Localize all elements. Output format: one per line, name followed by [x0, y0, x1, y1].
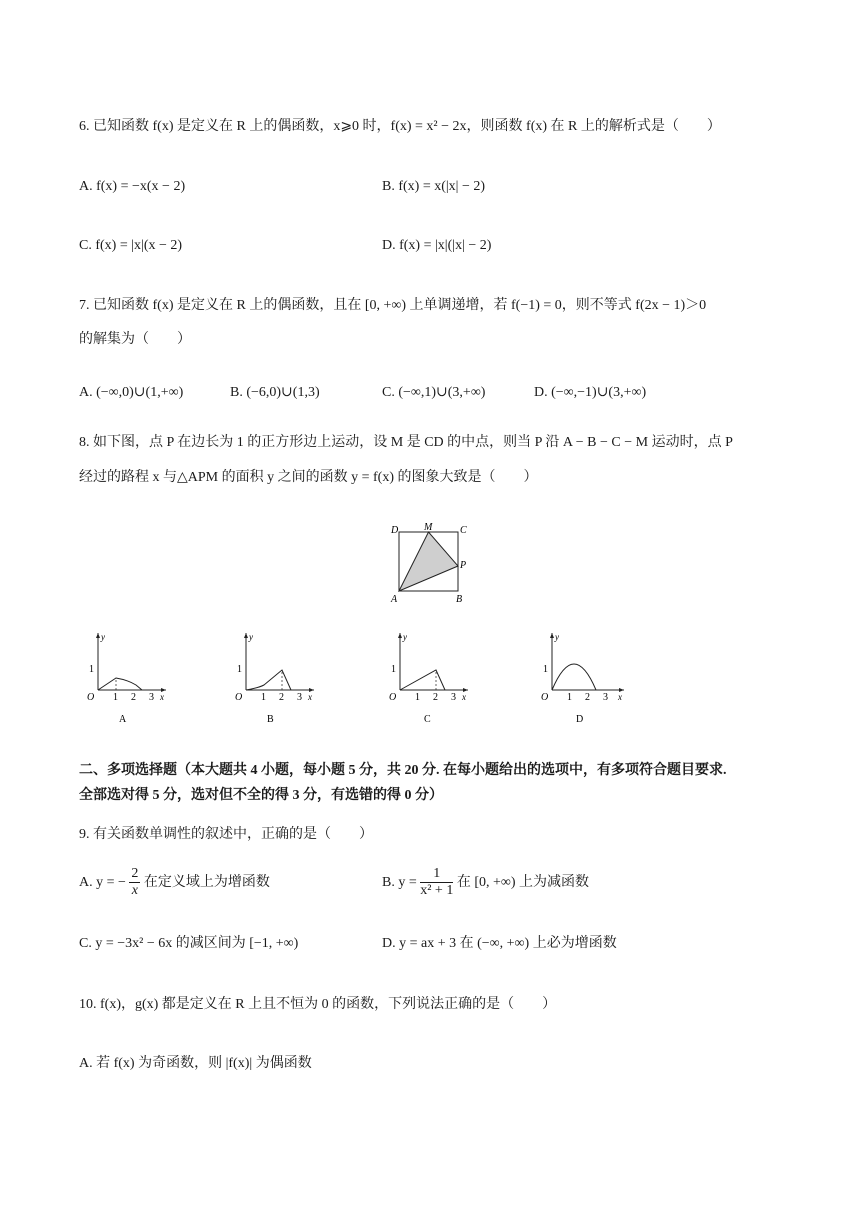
q8-stem-line2: 经过的路程 x 与△APM 的面积 y 之间的函数 y = f(x) 的图象大致是（ ）	[79, 470, 538, 485]
q9-stem: 9. 有关函数单调性的叙述中，正确的是（ ）	[79, 827, 373, 842]
q6-stem: 6. 已知函数 f(x) 是定义在 R 上的偶函数，x⩾0 时，f(x) = x² − 2x，则函数 f(x) 在 R 上的解析式是（ ）	[79, 119, 721, 134]
tick-2: 2	[131, 692, 136, 703]
graph-d-curve	[552, 664, 596, 690]
q7-option-d: D. (−∞,−1)∪(3,+∞)	[534, 385, 647, 400]
origin-label: O	[235, 692, 243, 703]
q9-a-numerator: 2	[131, 866, 139, 881]
label-c: C	[460, 525, 467, 536]
q7-stem-line2: 的解集为（ ）	[79, 332, 191, 347]
q7-option-a: A. (−∞,0)∪(1,+∞)	[79, 385, 184, 400]
graph-d	[534, 630, 630, 726]
y-one-label: 1	[543, 664, 548, 675]
x-label: x	[160, 692, 164, 702]
square-figure	[385, 520, 475, 606]
y-label: y	[249, 632, 253, 642]
q9-b-suffix: 在 [0, +∞) 上为减函数	[456, 874, 590, 890]
tick-1: 1	[261, 692, 266, 703]
q9-b-prefix: B. y =	[382, 874, 417, 890]
q9-option-a	[79, 866, 270, 910]
tick-3: 3	[603, 692, 608, 703]
q7-option-c: C. (−∞,1)∪(3,+∞)	[382, 385, 486, 400]
q9-a-fraction	[129, 866, 140, 899]
graph-c	[382, 630, 472, 726]
label-a: A	[391, 594, 398, 605]
q8-stem-line1: 8. 如下图，点 P 在边长为 1 的正方形边上运动，设 M 是 CD 的中点，则当 P 沿 A − B − C − M 运动时，点 P	[79, 435, 733, 450]
x-label: x	[618, 692, 622, 702]
tick-2: 2	[279, 692, 284, 703]
q10-stem: 10. f(x)，g(x) 都是定义在 R 上且不恒为 0 的函数，下列说法正确的是（ ）	[79, 997, 557, 1012]
y-one-label: 1	[237, 664, 242, 675]
graph-a-curve	[98, 678, 142, 690]
tick-1: 1	[415, 692, 420, 703]
q9-option-c: C. y = −3x² − 6x 的减区间为 [−1, +∞)	[79, 936, 299, 951]
q6-option-a: A. f(x) = −x(x − 2)	[79, 179, 186, 194]
section2-header-line2: 全部选对得 5 分，选对但不全的得 3 分，有选错的得 0 分）	[79, 788, 443, 803]
y-label: y	[555, 632, 559, 642]
caption-d: D	[576, 714, 584, 725]
label-d: D	[391, 525, 399, 536]
label-b: B	[456, 594, 463, 605]
caption-c: C	[424, 714, 431, 725]
graph-b-curve	[246, 670, 291, 690]
q9-a-suffix: 在定义域上为增函数	[143, 874, 270, 890]
q9-a-prefix: A. y = −	[79, 874, 126, 890]
x-label: x	[462, 692, 466, 702]
triangle-apm	[399, 532, 458, 591]
graph-a	[80, 630, 170, 726]
q9-b-fraction	[420, 866, 453, 899]
y-one-label: 1	[89, 664, 94, 675]
q10-option-a: A. 若 f(x) 为奇函数，则 |f(x)| 为偶函数	[79, 1056, 312, 1071]
origin-label: O	[541, 692, 549, 703]
label-p: P	[460, 560, 467, 571]
graph-b	[228, 630, 318, 726]
section2-header-line1: 二、多项选择题（本大题共 4 小题，每小题 5 分，共 20 分. 在每小题给出的选项中，有多项符合题目要求.	[79, 763, 727, 778]
tick-3: 3	[451, 692, 456, 703]
tick-3: 3	[149, 692, 154, 703]
q9-b-denominator: x² + 1	[420, 883, 454, 898]
caption-a: A	[119, 714, 127, 725]
q9-b-numerator: 1	[420, 866, 453, 883]
origin-label: O	[87, 692, 95, 703]
tick-2: 2	[433, 692, 438, 703]
q9-option-b	[382, 866, 589, 910]
y-one-label: 1	[391, 664, 396, 675]
tick-1: 1	[567, 692, 572, 703]
q6-option-b: B. f(x) = x(|x| − 2)	[382, 179, 486, 194]
tick-2: 2	[585, 692, 590, 703]
tick-3: 3	[297, 692, 302, 703]
caption-b: B	[267, 714, 274, 725]
tick-1: 1	[113, 692, 118, 703]
q9-option-d: D. y = ax + 3 在 (−∞, +∞) 上必为增函数	[382, 936, 617, 951]
q6-option-c: C. f(x) = |x|(x − 2)	[79, 238, 183, 253]
y-label: y	[403, 632, 407, 642]
label-m: M	[424, 522, 433, 533]
y-label: y	[101, 632, 105, 642]
x-label: x	[308, 692, 312, 702]
origin-label: O	[389, 692, 397, 703]
q7-option-b: B. (−6,0)∪(1,3)	[230, 385, 320, 400]
q6-option-d: D. f(x) = |x|(|x| − 2)	[382, 238, 492, 253]
q7-stem-line1: 7. 已知函数 f(x) 是定义在 R 上的偶函数，且在 [0, +∞) 上单调递增，若 f(−1) = 0，则不等式 f(2x − 1)＞0	[79, 298, 707, 313]
graph-c-curve	[400, 670, 445, 690]
q9-a-denominator: x	[131, 883, 139, 898]
